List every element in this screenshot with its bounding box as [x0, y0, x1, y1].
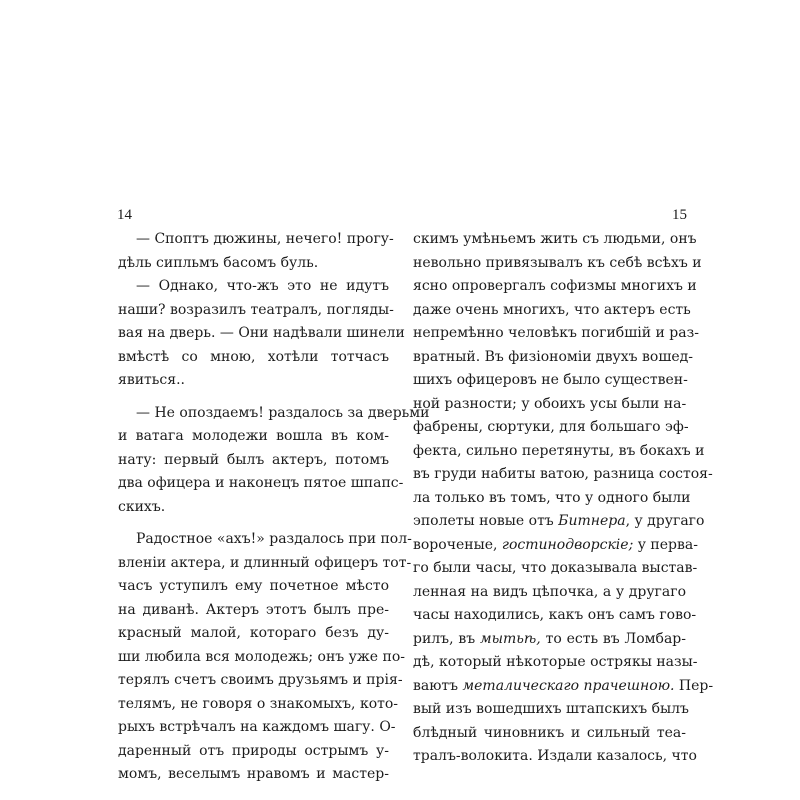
text-line: невольно привязывалъ къ себѣ всѣхъ и — [413, 254, 702, 271]
text-line: — Не опоздаемъ! раздалось за дверьми — [136, 404, 430, 421]
text-line: го были часы, что доказывала выстав- — [413, 560, 698, 576]
text-line: фекта, сильно перетянуты, въ бокахъ и — [413, 442, 705, 459]
text-line: эполеты новые отъ Битнера, у другаго — [413, 513, 705, 529]
text-line: вратный. Въ физіономіи двухъ вошед- — [413, 348, 693, 365]
text-line: фабрены, сюртуки, для большаго эф- — [413, 419, 689, 435]
text-line: нату: первый былъ актеръ, потомъ — [118, 451, 389, 468]
text-line: дѣль сипльмъ басомъ буль. — [118, 254, 319, 271]
text-line: блѣдный чиновникъ и сильный теа- — [413, 724, 686, 741]
right-page-text — [413, 228, 714, 769]
text-line: вая на дверь. — Они надѣвали шинели — [118, 325, 405, 341]
text-line: вмѣстѣ со мною, хотѣли тотчасъ — [118, 348, 389, 365]
text-line: ла только въ томъ, что у одного были — [413, 489, 691, 506]
text-line: рыхъ встрѣчалъ на каждомъ шагу. О- — [118, 719, 396, 735]
text-line: скимъ умѣньемъ жить съ людьми, онъ — [413, 231, 697, 247]
text-line: даже очень многихъ, что актеръ есть — [413, 301, 691, 318]
text-line: момъ, веселымъ нравомъ и мастер- — [118, 766, 389, 782]
text-line: красный малой, котораго безъ ду- — [118, 625, 389, 641]
text-line: даренный отъ природы острымъ у- — [118, 742, 389, 759]
text-line: ленная на видъ цѣпочка, а у другаго — [413, 583, 686, 600]
text-line: и ватага молодежи вошла въ ком- — [118, 428, 389, 444]
text-line: часъ уступилъ ему почетное мѣсто — [118, 578, 389, 594]
left-page-text — [118, 228, 430, 787]
text-line: вленіи актера, и длинный офицеръ тот- — [118, 554, 412, 571]
text-line: ной разности; у обоихъ усы были на- — [413, 395, 687, 412]
text-line: терялъ счетъ своимъ друзьямъ и прія- — [118, 672, 403, 688]
text-line: дѣ, который нѣкоторые острякы назы- — [413, 654, 698, 670]
right-page-number: 15 — [672, 207, 687, 223]
text-line: въ груди набиты ватою, разница состоя- — [413, 466, 713, 482]
text-line: — Однако, что-жъ это не идутъ — [136, 278, 389, 294]
text-line: скихъ. — [118, 498, 166, 515]
text-line: непремѣнно человѣкъ погибшій и раз- — [413, 325, 699, 341]
text-line: ши любила вся молодежь; онъ уже по- — [118, 648, 406, 665]
text-line: явиться.. — [118, 372, 185, 388]
left-page-number: 14 — [117, 207, 132, 223]
text-line: тралъ-волокита. Издали казалось, что — [413, 748, 697, 764]
text-line: на диванѣ. Актеръ этотъ былъ пре- — [118, 601, 389, 618]
text-line: шихъ офицеровъ не было существен- — [413, 372, 688, 388]
text-line: ясно опровергалъ софизмы многихъ и — [413, 278, 697, 294]
text-line: Радостное «ахъ!» раздалось при пол- — [136, 531, 412, 547]
text-line: вый изъ вошедшихъ штапскихъ былъ — [413, 701, 689, 717]
text-line: часы находились, какъ онъ самъ гово- — [413, 607, 697, 623]
text-line: наши? возразилъ театралъ, погляды- — [118, 301, 394, 318]
text-line: ваютъ металическаго прачешною. Пер- — [413, 677, 714, 694]
text-line: — Споптъ дюжины, нечего! прогу- — [136, 231, 394, 247]
text-line: два офицера и наконецъ пятое шпапс- — [118, 475, 404, 491]
right-page — [400, 0, 800, 800]
text-line: рилъ, въ мытьѣ, то есть въ Ломбар- — [413, 630, 687, 647]
text-line: телямъ, не говоря о знакомыхъ, кото- — [118, 695, 399, 712]
text-line: вороченые, гостинодворскіе; у перва- — [413, 536, 698, 553]
